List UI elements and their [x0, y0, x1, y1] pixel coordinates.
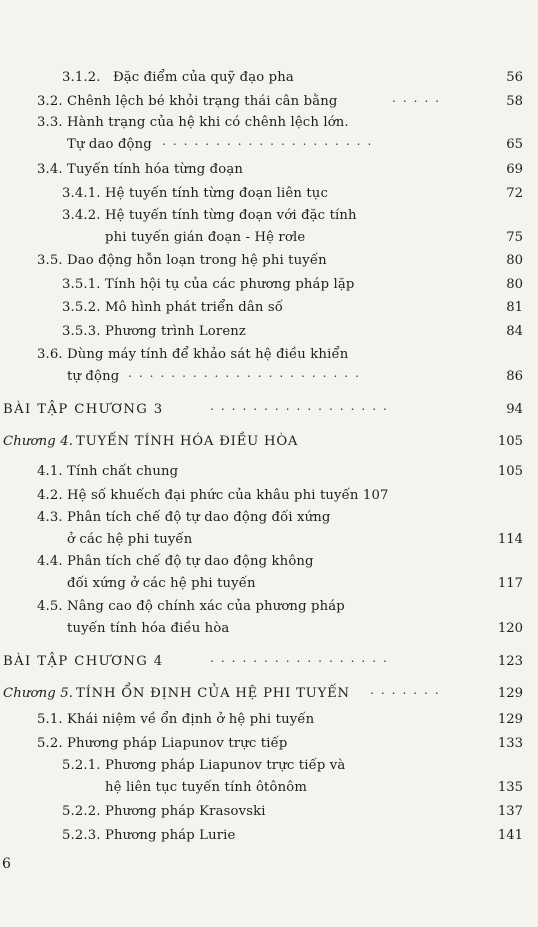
- entry-page: 120: [497, 621, 523, 636]
- entry-title: BÀI TẬP CHƯƠNG 4: [3, 654, 164, 669]
- chapter-title: TUYẾN TÍNH HÓA ĐIỀU HÒA: [76, 434, 299, 449]
- chapter-label: Chương 5.: [3, 686, 74, 701]
- entry-number: 3.4.1.: [62, 186, 101, 201]
- entry-title-line: Phân tích chế độ tự dao động không: [67, 554, 314, 569]
- entry-page: 123: [497, 654, 523, 669]
- entry-page: 105: [497, 464, 523, 479]
- entry-page: 133: [497, 736, 523, 751]
- entry-number: 3.5.1.: [62, 277, 101, 292]
- entry-title: Phương pháp Liapunov trực tiếp: [67, 736, 288, 751]
- entry-number: 4.2.: [37, 488, 63, 503]
- entry-number: 3.4.2.: [62, 208, 101, 223]
- entry-number: 4.4.: [37, 554, 63, 569]
- leader-dots: .................: [210, 651, 394, 665]
- entry-page: 129: [497, 712, 523, 727]
- entry-page: 86: [506, 369, 523, 384]
- entry-page: 114: [497, 532, 523, 547]
- entry-title: Tuyến tính hóa từng đoạn: [67, 162, 243, 177]
- entry-page: 105: [497, 434, 523, 449]
- entry-page: 137: [497, 804, 523, 819]
- entry-title-line: tự động: [67, 369, 120, 384]
- entry-page: 135: [497, 780, 523, 795]
- entry-title: Đặc điểm của quỹ đạo pha: [113, 70, 294, 85]
- entry-page: 65: [506, 137, 523, 152]
- entry-page: 72: [506, 186, 523, 201]
- entry-title: Phương pháp Krasovski: [105, 804, 266, 819]
- entry-title: Tính chất chung: [67, 464, 179, 479]
- entry-number: 4.1.: [37, 464, 63, 479]
- entry-title-line: Tự dao động: [67, 137, 152, 152]
- entry-title-line: ở các hệ phi tuyến: [67, 532, 193, 547]
- entry-title-line: phi tuyến gián đoạn - Hệ rơle: [105, 230, 306, 245]
- entry-number: 5.1.: [37, 712, 63, 727]
- entry-title: Phương trình Lorenz: [105, 324, 247, 339]
- entry-title-line: Phân tích chế độ tự dao động đối xứng: [67, 510, 331, 525]
- leader-dots: ......................: [128, 366, 366, 380]
- entry-number: 5.2.: [37, 736, 63, 751]
- leader-dots: ....................: [162, 134, 379, 148]
- entry-title-line: Dùng máy tính để khảo sát hệ điều khiển: [67, 347, 349, 362]
- entry-title: Dao động hỗn loạn trong hệ phi tuyến: [67, 253, 327, 268]
- leader-dots: .......: [370, 683, 446, 697]
- entry-number: 3.5.3.: [62, 324, 101, 339]
- entry-page: 69: [506, 162, 523, 177]
- entry-page: 84: [506, 324, 523, 339]
- leader-dots: .....: [392, 91, 447, 105]
- entry-page: 81: [506, 300, 523, 315]
- entry-number: 5.2.2.: [62, 804, 101, 819]
- page-number: 6: [2, 856, 11, 872]
- entry-number: 4.3.: [37, 510, 63, 525]
- entry-page: 141: [497, 828, 523, 843]
- chapter-label: Chương 4.: [3, 434, 74, 449]
- entry-number: 5.2.3.: [62, 828, 101, 843]
- entry-number: 3.1.2.: [62, 70, 101, 85]
- entry-number: 3.5.: [37, 253, 63, 268]
- entry-title-line: Nâng cao độ chính xác của phương pháp: [67, 599, 345, 614]
- entry-title: Tính hội tụ của các phương pháp lặp: [105, 277, 355, 292]
- entry-number: 4.5.: [37, 599, 63, 614]
- entry-number: 3.6.: [37, 347, 63, 362]
- entry-title: Mô hình phát triển dân số: [105, 300, 284, 315]
- entry-page: 117: [497, 576, 523, 591]
- entry-page: 80: [506, 277, 523, 292]
- entry-title: BÀI TẬP CHƯƠNG 3: [3, 402, 164, 417]
- entry-number: 5.2.1.: [62, 758, 101, 773]
- chapter-title: TÍNH ỔN ĐỊNH CỦA HỆ PHI TUYẾN: [76, 686, 350, 701]
- entry-page: 94: [506, 402, 523, 417]
- entry-number: 3.5.2.: [62, 300, 101, 315]
- entry-page: 58: [506, 94, 523, 109]
- leader-dots: .................: [210, 399, 394, 413]
- entry-title: Hệ số khuếch đại phức của khâu phi tuyến 107: [67, 488, 389, 503]
- entry-title: Chênh lệch bé khỏi trạng thái cân bằng: [67, 94, 338, 109]
- entry-title: Phương pháp Lurie: [105, 828, 236, 843]
- entry-title: Khái niệm về ổn định ở hệ phi tuyến: [67, 712, 315, 727]
- entry-title-line: tuyến tính hóa điều hòa: [67, 621, 230, 636]
- entry-title-line: Hệ tuyến tính từng đoạn với đặc tính: [105, 208, 357, 223]
- entry-page: 80: [506, 253, 523, 268]
- entry-number: 3.2.: [37, 94, 63, 109]
- entry-title-line: Hành trạng của hệ khi có chênh lệch lớn.: [67, 115, 349, 130]
- entry-title-line: đối xứng ở các hệ phi tuyến: [67, 576, 256, 591]
- entry-number: 3.3.: [37, 115, 63, 130]
- entry-title: Hệ tuyến tính từng đoạn liên tục: [105, 186, 328, 201]
- entry-page: 75: [506, 230, 523, 245]
- entry-page: 129: [497, 686, 523, 701]
- entry-number: 3.4.: [37, 162, 63, 177]
- entry-title-line: Phương pháp Liapunov trực tiếp và: [105, 758, 346, 773]
- entry-title-line: hệ liên tục tuyến tính ôtônôm: [105, 780, 307, 795]
- entry-page: 56: [506, 70, 523, 85]
